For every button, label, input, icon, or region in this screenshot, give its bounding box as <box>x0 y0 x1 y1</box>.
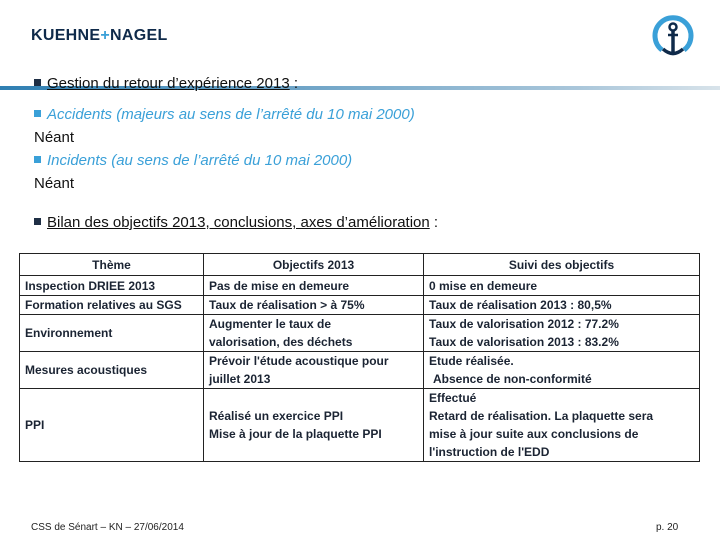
cell-theme: Environnement <box>20 315 204 352</box>
colon: : <box>289 75 299 92</box>
logo-text-right: NAGEL <box>110 27 168 44</box>
cell-suivi <box>424 315 700 352</box>
logo-text-left: KUEHNE <box>31 27 101 44</box>
cell-theme: Mesures acoustiques <box>20 352 204 389</box>
colon: : <box>429 214 439 231</box>
cell-line: Retard de réalisation. La plaquette sera <box>429 409 654 423</box>
cell-line: mise à jour suite aux conclusions de <box>429 427 639 441</box>
section-title: Bilan des objectifs 2013, conclusions, axes d’amélioration <box>47 214 430 231</box>
cell-line: Prévoir l'étude acoustique pour <box>209 354 389 368</box>
cell-line: Taux de valorisation 2013 : 83.2% <box>429 335 619 349</box>
page-number: p. 20 <box>656 522 679 533</box>
cell-theme: Formation relatives au SGS <box>20 296 204 315</box>
cell-objectif: Taux de réalisation > à 75% <box>204 296 424 315</box>
incidents-label: Incidents (au sens de l’arrêté du 10 mai 2000) <box>47 152 353 169</box>
cell-objectif <box>204 389 424 462</box>
cell-suivi <box>424 389 700 462</box>
header-theme: Thème <box>20 254 204 276</box>
accidents-heading <box>34 106 415 123</box>
header-objectifs: Objectifs 2013 <box>204 254 424 276</box>
incidents-heading <box>34 152 352 169</box>
logo-plus: + <box>100 27 111 44</box>
objectives-table <box>19 253 700 462</box>
section-bilan <box>34 214 438 231</box>
cell-objectif <box>204 352 424 389</box>
bullet-icon <box>34 218 41 225</box>
cell-line: l'instruction de l'EDD <box>429 445 550 459</box>
cell-suivi: Taux de réalisation 2013 : 80,5% <box>424 296 700 315</box>
kuehne-nagel-logo <box>31 27 168 45</box>
cell-line: Etude réalisée. <box>429 354 514 368</box>
section-retour-experience <box>34 75 298 92</box>
cell-line: Mise à jour de la plaquette PPI <box>209 427 382 441</box>
cell-line: juillet 2013 <box>209 372 271 386</box>
table-header-row <box>20 254 700 276</box>
table-row <box>20 276 700 296</box>
anchor-logo-icon <box>650 14 696 60</box>
cell-line: Réalisé un exercice PPI <box>209 409 344 423</box>
cell-objectif: Pas de mise en demeure <box>204 276 424 296</box>
cell-line: Absence de non-conformité <box>433 372 592 386</box>
table-row <box>20 296 700 315</box>
table-row <box>20 389 700 462</box>
accidents-label: Accidents (majeurs au sens de l’arrêté du 10 mai 2000) <box>47 106 415 123</box>
cell-suivi <box>424 352 700 389</box>
header-suivi: Suivi des objectifs <box>424 254 700 276</box>
accidents-value: Néant <box>34 129 75 146</box>
cell-theme: Inspection DRIEE 2013 <box>20 276 204 296</box>
cell-line: Effectué <box>429 391 477 405</box>
table-row <box>20 315 700 352</box>
bullet-icon <box>34 156 41 163</box>
cell-suivi: 0 mise en demeure <box>424 276 700 296</box>
section-title: Gestion du retour d’expérience 2013 <box>47 75 290 92</box>
bullet-icon <box>34 110 41 117</box>
cell-theme: PPI <box>20 389 204 462</box>
cell-line: Taux de valorisation 2012 : 77.2% <box>429 317 619 331</box>
cell-objectif <box>204 315 424 352</box>
cell-line: Augmenter le taux de <box>209 317 332 331</box>
cell-line: valorisation, des déchets <box>209 335 353 349</box>
bullet-icon <box>34 79 41 86</box>
table-row <box>20 352 700 389</box>
incidents-value: Néant <box>34 175 75 192</box>
footer-text: CSS de Sénart – KN – 27/06/2014 <box>31 522 184 533</box>
